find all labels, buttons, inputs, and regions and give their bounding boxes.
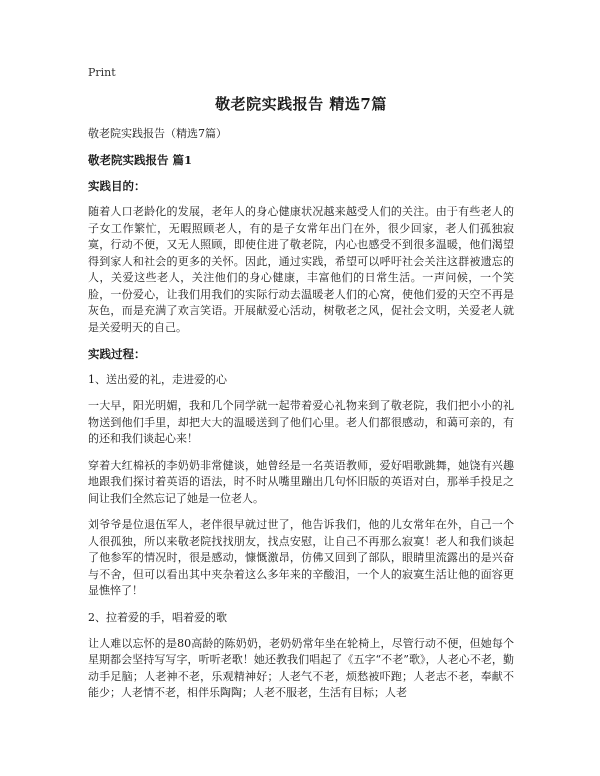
step1-paragraph-2: 穿着大红棉袄的李奶奶非常健谈，她曾经是一名英语教师，爱好唱歌跳舞，她饶有兴趣地跟我们探讨着英语的语法，时不时从嘴里蹦出几句怀旧版的英语对白，那举手投足之间让我们全然忘记了她是一位老人。 — [88, 458, 514, 505]
step2-paragraph-1: 让人难以忘怀的是80高龄的陈奶奶，老奶奶常年坐在轮椅上，尽管行动不便，但她每个星期都会坚持写写字，听听老歌！她还教我们唱起了《五字“不老”歌》，人老心不老，勤动手足脑；人老神不老，乐观精神好；人老气不老，烦愁被吓跑；人老志不老，奉献不能少；人老情不老，相伴乐陶陶；人老不服老，生活有目标；人老 — [88, 636, 514, 699]
document-page — [88, 66, 514, 712]
step1-paragraph-3: 刘爷爷是位退伍军人，老伴很早就过世了，他告诉我们，他的儿女常年在外，自己一个人很孤独，所以来敬老院找找朋友，找点安慰，让自己不再那么寂寞！老人和我们谈起了他参军的情况时，很是感动，慷慨激昂，仿佛又回到了部队，眼睛里流露出的是兴奋与不舍，但可以看出其中夹杂着这么多年来的辛酸泪，一个人的寂寞生活让他的面容更显憔悴了！ — [88, 518, 514, 597]
step1-paragraph-1: 一大早，阳光明媚，我和几个同学就一起带着爱心礼物来到了敬老院，我们把小小的礼物送到他们手里，却把大大的温暖送到了他们心里。老人们都很感动，和蔼可亲的，有的还和我们谈起心来！ — [88, 399, 514, 445]
goal-paragraph: 随着人口老龄化的发展，老年人的身心健康状况越来越受人们的关注。由于有些老人的子女工作繁忙，无暇照顾老人，有的是子女常年出门在外，很少回家，老人们孤独寂寞，行动不便，又无人照顾，即使住进了敬老院，内心也感受不到很多温暖，他们渴望得到家人和社会的更多的关怀。因此，通过实践，希望可以呼吁社会关注这群被遗忘的人，关爱这些老人，关注他们的身心健康，丰富他们的日常生活。一声问候，一个笑脸，一份爱心，让我们用我们的实际行动去温暖老人们的心窝，使他们爱的天空不再是灰色，而是充满了欢言笑语。开展献爱心活动，树敬老之风，促社会文明，关爱老人就是关爱明天的自己。 — [88, 205, 514, 334]
print-label[interactable]: Print — [88, 66, 116, 79]
process-heading: 实践过程： — [88, 347, 146, 361]
step1-title: 1、送出爱的礼，走进爱的心 — [88, 373, 227, 386]
article-heading: 敬老院实践报告 篇1 — [88, 153, 193, 167]
step2-title: 2、拉着爱的手，唱着爱的歌 — [88, 610, 227, 624]
page-title: 敬老院实践报告 精选7篇 — [215, 95, 387, 113]
goal-heading: 实践目的： — [88, 179, 146, 193]
subtitle: 敬老院实践报告（精选7篇） — [88, 127, 227, 140]
